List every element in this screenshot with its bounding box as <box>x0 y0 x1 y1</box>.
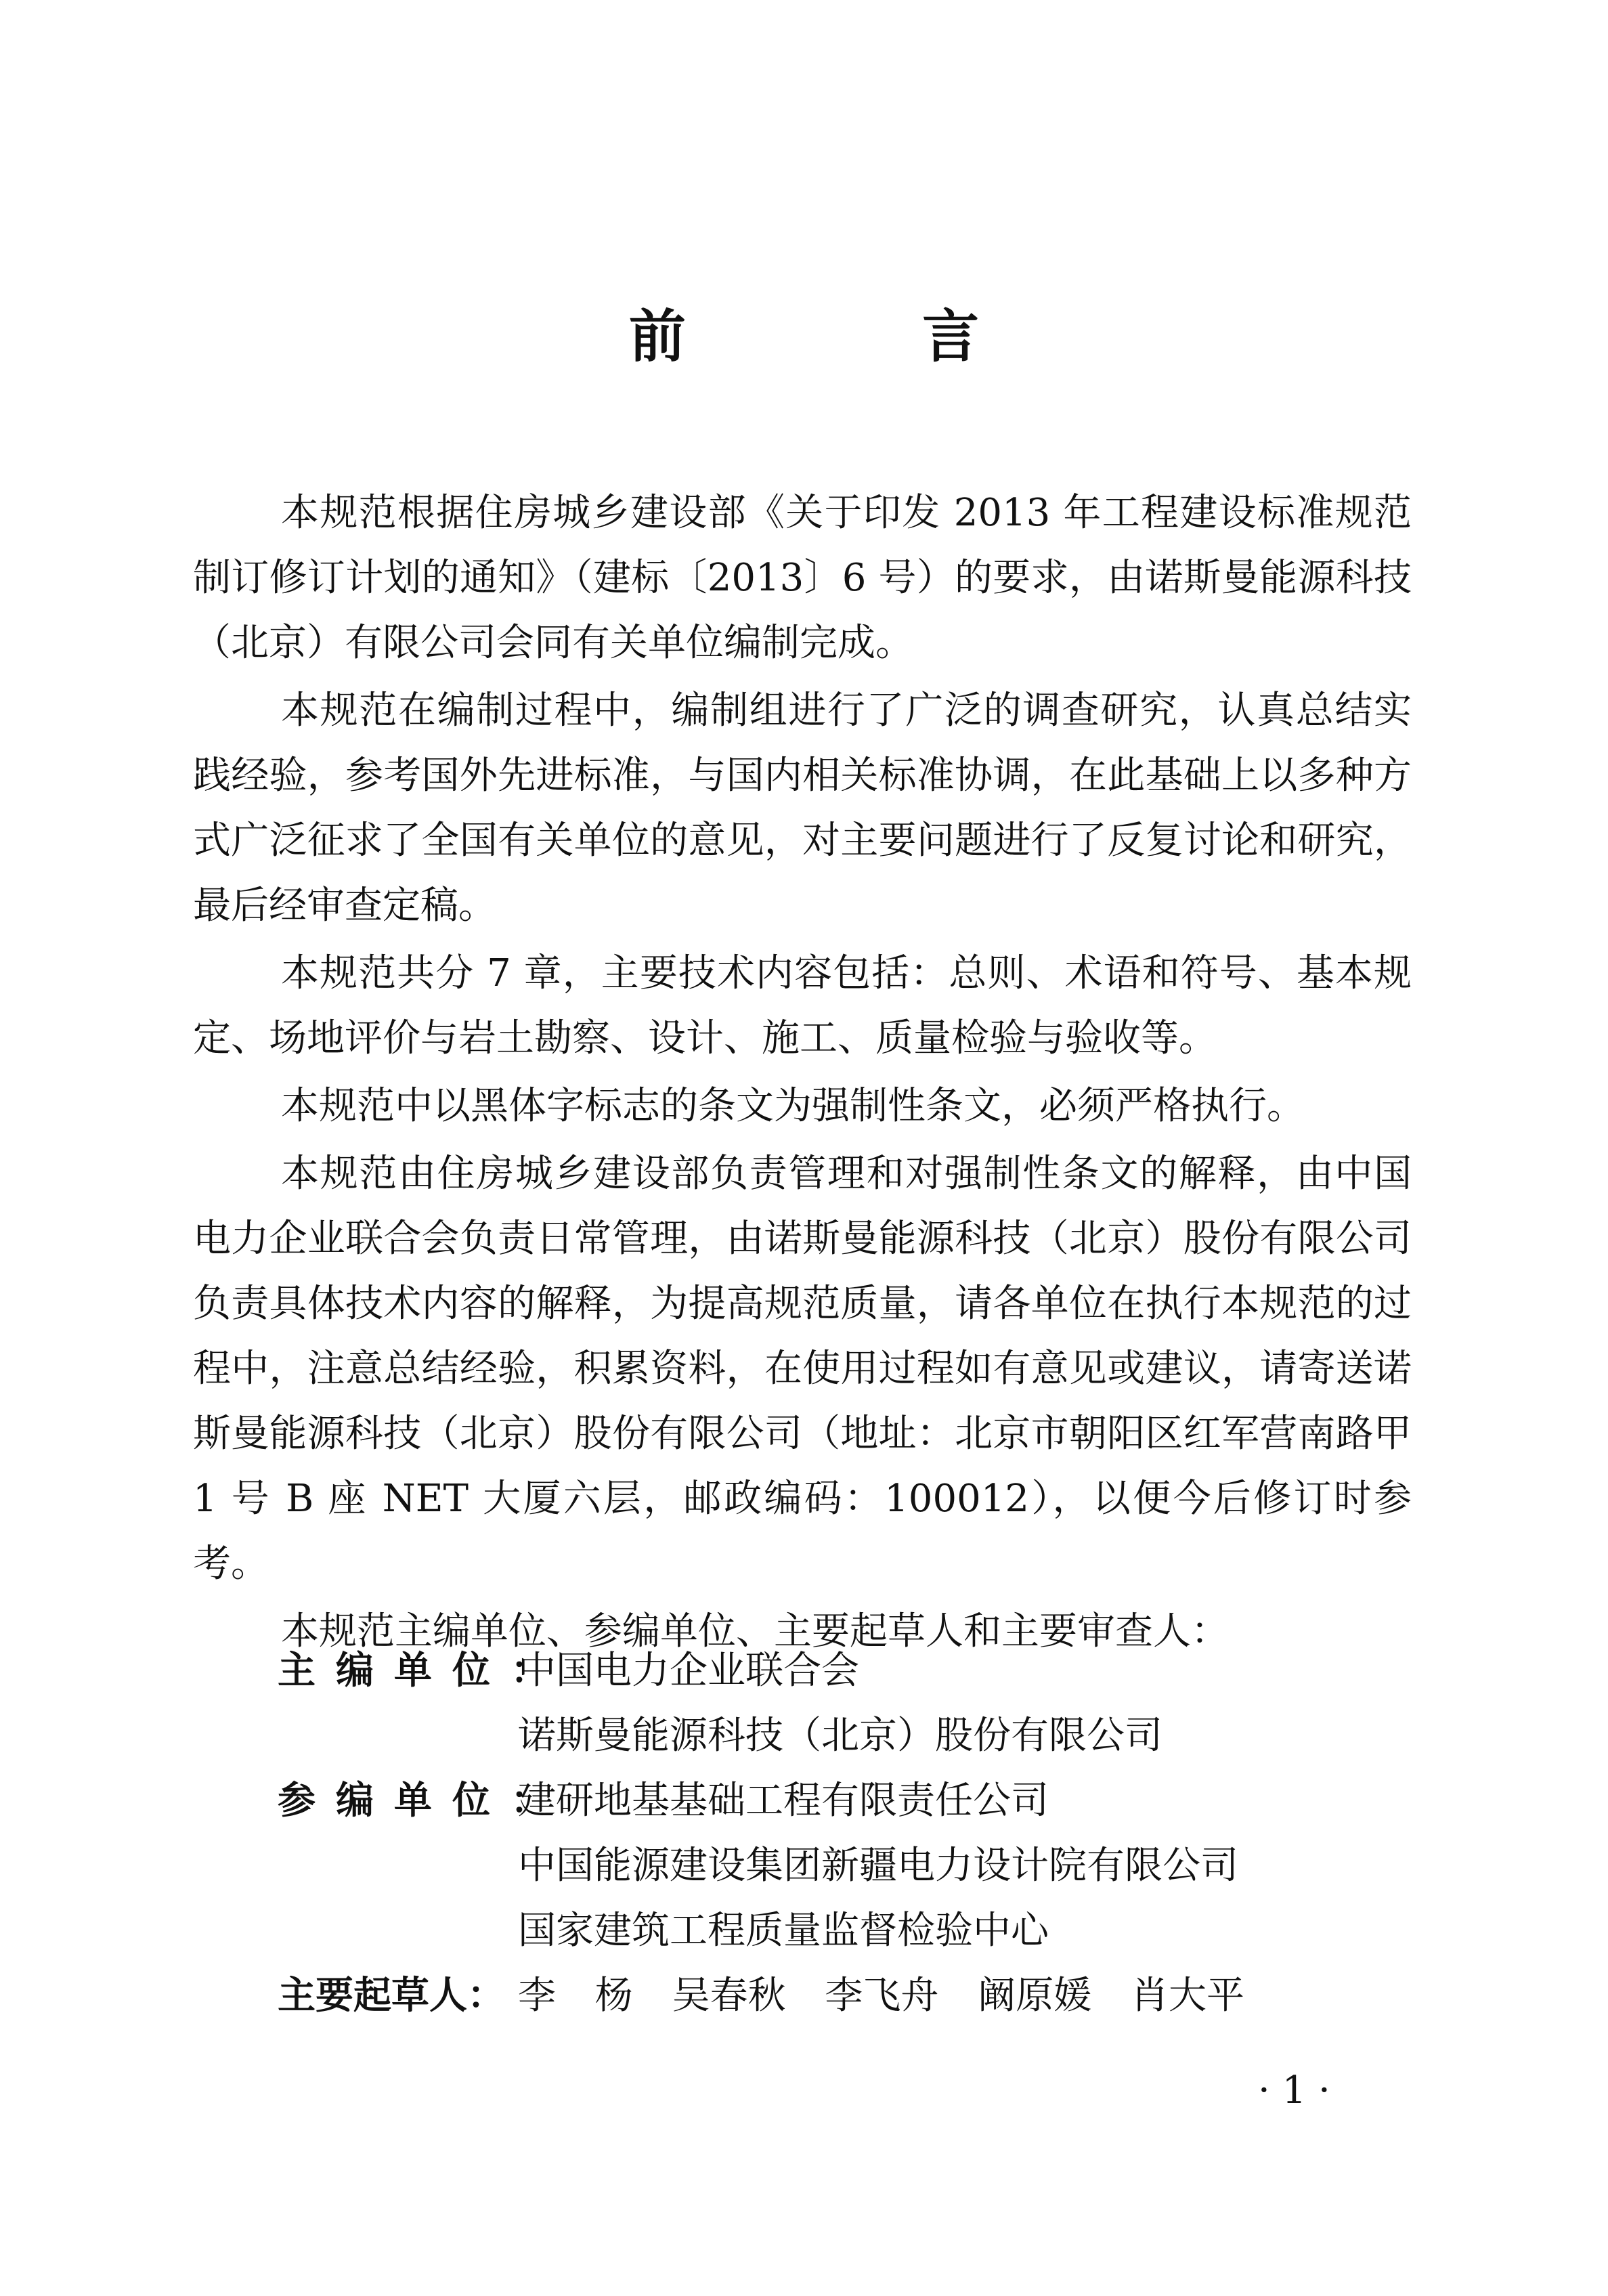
paragraph-process: 本规范在编制过程中，编制组进行了广泛的调查研究，认真总结实践经验，参考国外先进标准，与国内相关标准协调，在此基础上以多种方式广泛征求了全国有关单位的意见，对主要问题进行了反复讨论和研究，最后经审查定稿。 <box>193 689 1412 928</box>
drafters-row <box>278 1964 1244 2029</box>
page-number: · 1 · <box>1258 2068 1330 2113</box>
paragraph-basis: 本规范根据住房城乡建设部《关于印发 2013 年工程建设标准规范制订修订计划的通知》（建标〔2013〕6 号）的要求，由诺斯曼能源科技（北京）有限公司会同有关单位编制完成。 <box>193 491 1412 665</box>
paragraph-contents: 本规范共分 7 章，主要技术内容包括：总则、术语和符号、基本规定、场地评价与岩土勘察、设计、施工、质量检验与验收等。 <box>193 951 1412 1060</box>
paragraph-mandatory: 本规范中以黑体字标志的条文为强制性条文，必须严格执行。 <box>281 1084 1305 1128</box>
participating-unit-2: 中国能源建设集团新疆电力设计院有限公司 <box>518 1844 1238 1888</box>
chief-unit-row-2 <box>278 1704 1244 1769</box>
drafter-names: 李 杨 吴春秋 李飞舟 阚原媛 肖大平 <box>518 1974 1245 2018</box>
chief-unit-2: 诺斯曼能源科技（北京）股份有限公司 <box>518 1714 1162 1758</box>
chief-units-label: 主编单位： <box>278 1649 569 1693</box>
preface-body <box>193 481 1412 1667</box>
chief-unit-1: 中国电力企业联合会 <box>518 1649 859 1693</box>
participating-unit-row-2 <box>278 1834 1244 1899</box>
participating-unit-row <box>278 1769 1244 1834</box>
participating-unit-1: 建研地基基础工程有限责任公司 <box>518 1779 1049 1823</box>
participating-unit-3: 国家建筑工程质量监督检验中心 <box>518 1909 1049 1953</box>
participating-unit-row-3 <box>278 1899 1244 1964</box>
chief-unit-row <box>278 1639 1244 1704</box>
page-title: 前 言 <box>628 303 1088 370</box>
participating-units-label: 参编单位： <box>278 1779 569 1823</box>
paragraph-management: 本规范由住房城乡建设部负责管理和对强制性条文的解释，由中国电力企业联合会负责日常管理，由诺斯曼能源科技（北京）股份有限公司负责具体技术内容的解释，为提高规范质量，请各单位在执行本规范的过程中，注意总结经验，积累资料，在使用过程如有意见或建议，请寄送诺斯曼能源科技（北京）股份有限公司（地址：北京市朝阳区红军营南路甲 1 号 B 座 NET 大厦六层，邮政编码：100012），以便今后修订时参考。 <box>193 1152 1412 1586</box>
drafters-label: 主要起草人： <box>278 1974 505 2018</box>
paragraph-units-intro: 本规范主编单位、参编单位、主要起草人和主要审查人： <box>281 1609 1229 1653</box>
units-list <box>278 1639 1244 2029</box>
